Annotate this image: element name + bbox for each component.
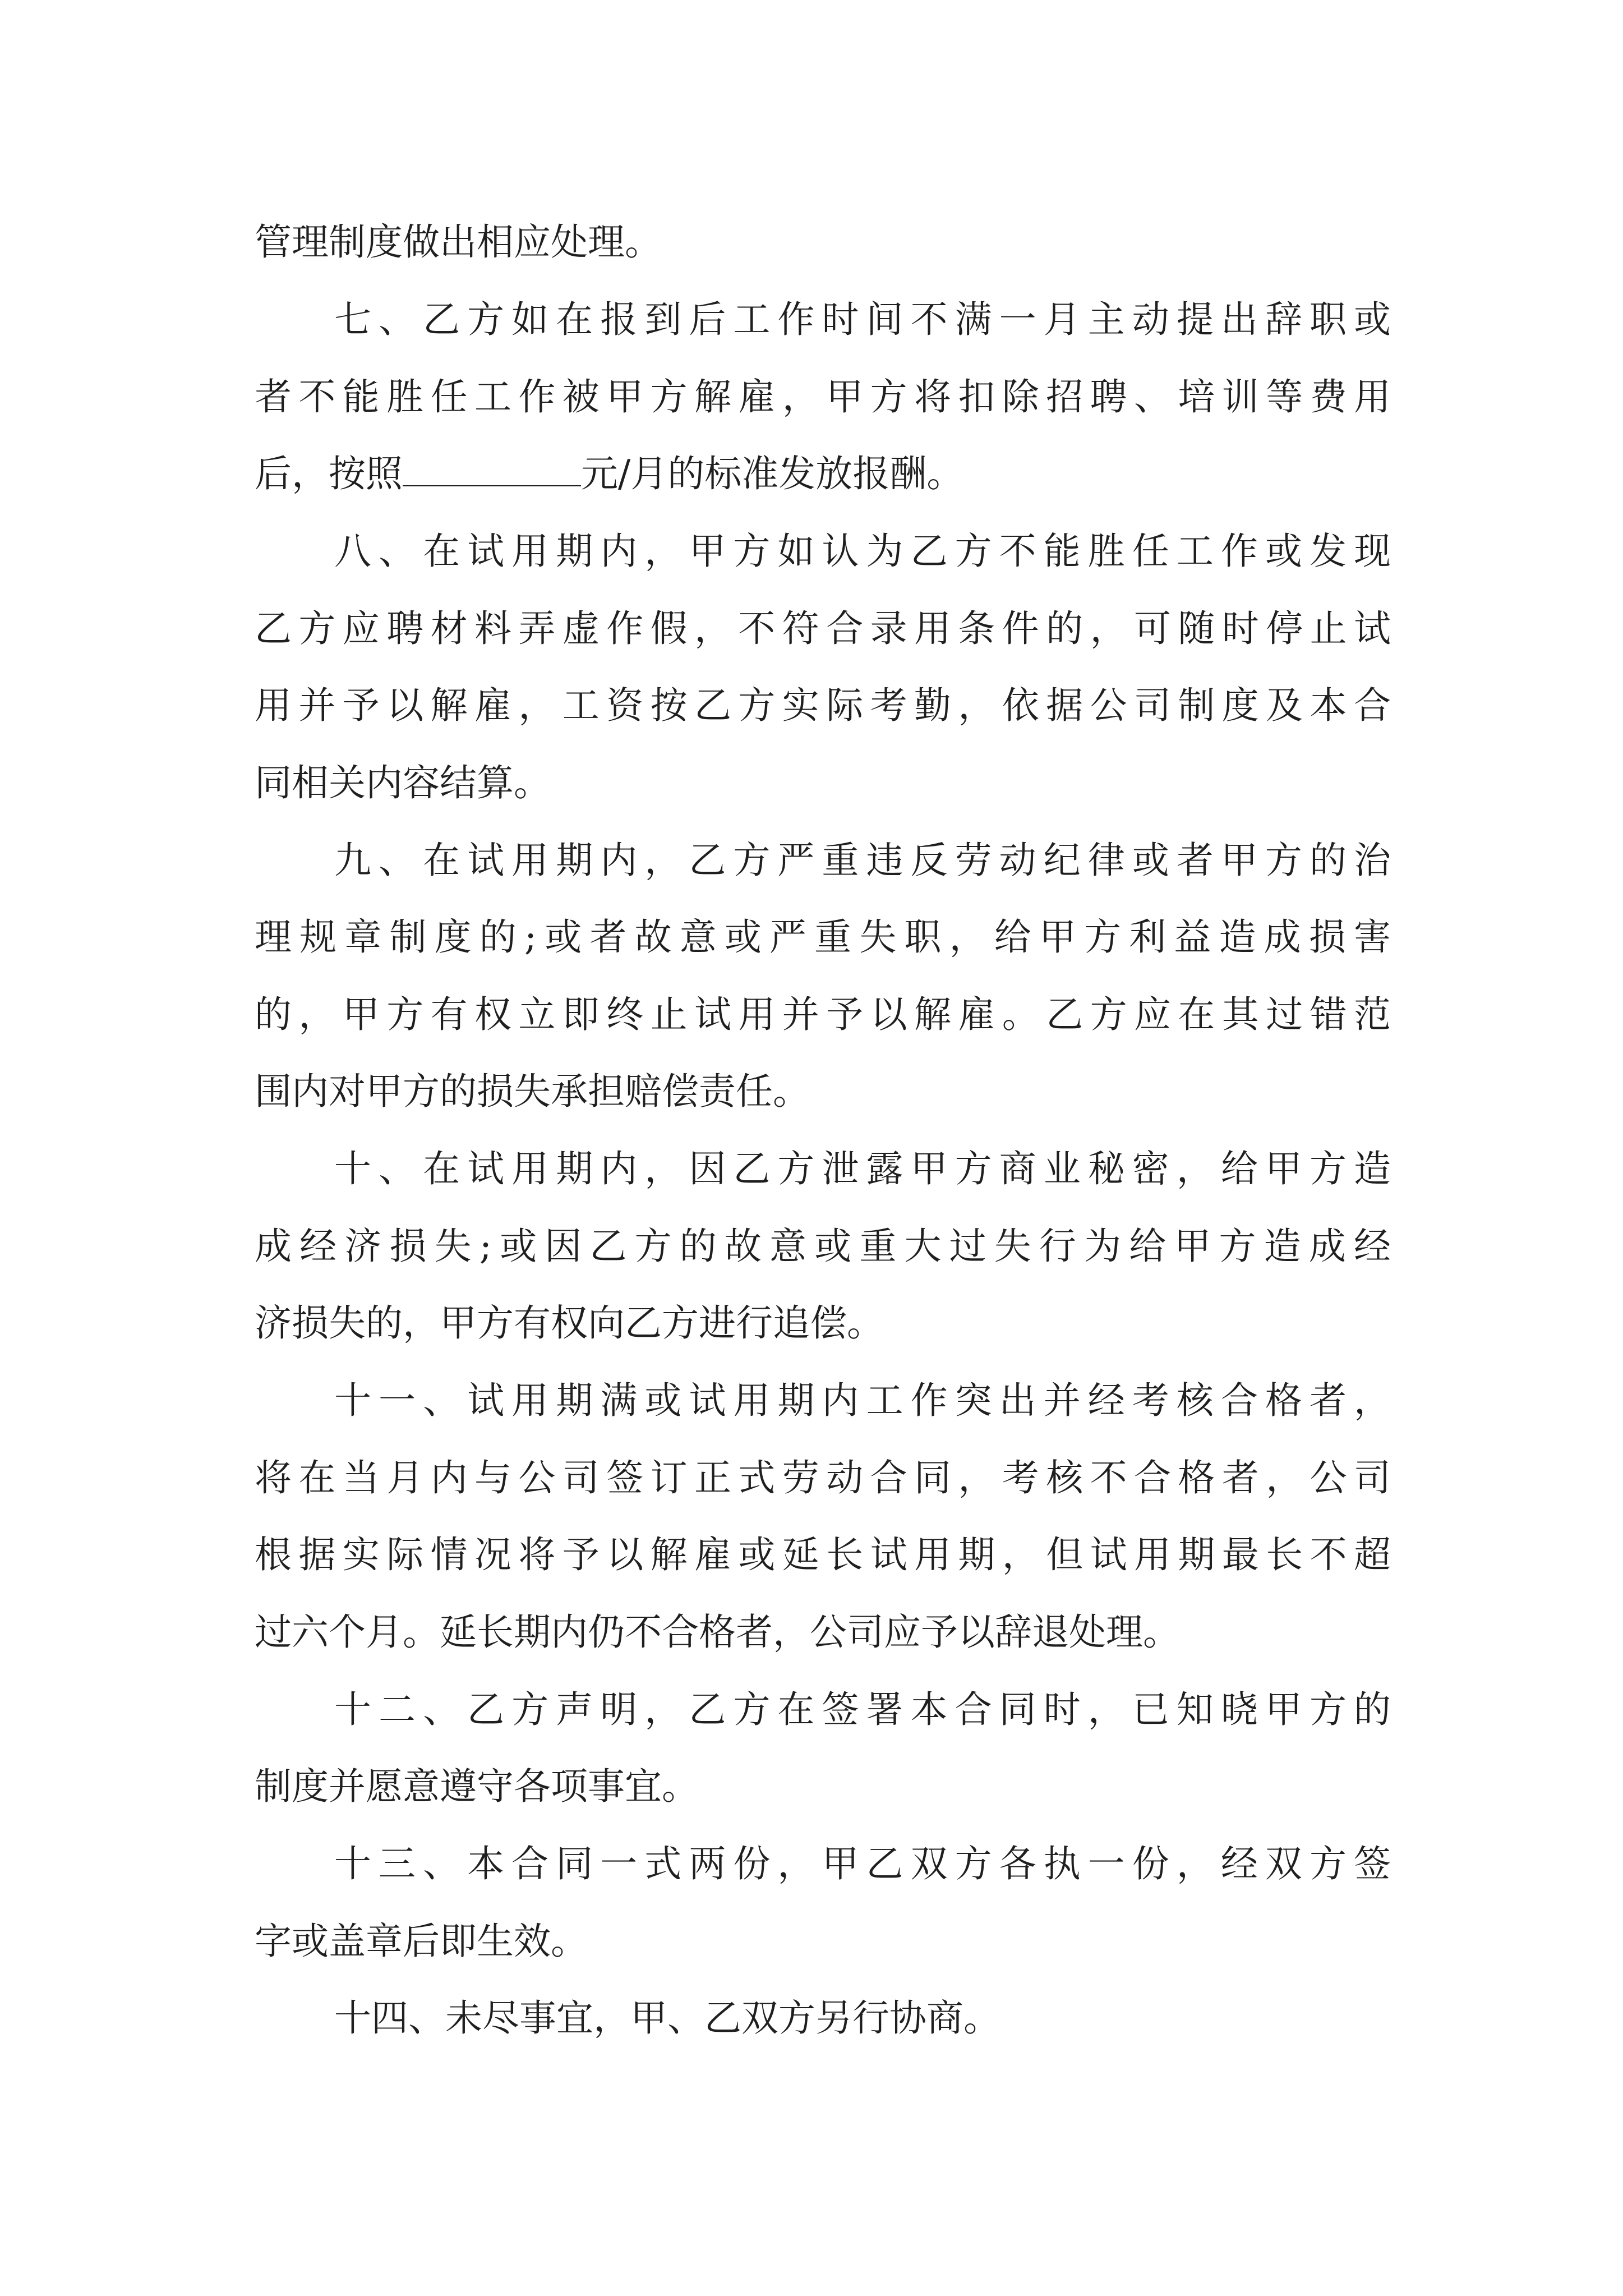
- text-line: 的，甲方有权立即终止试用并予以解雇。乙方应在其过错范: [255, 993, 1391, 1036]
- text-line: 成经济损失;或因乙方的故意或重大过失行为给甲方造成经: [255, 1225, 1391, 1268]
- text-line: 者不能胜任工作被甲方解雇，甲方将扣除招聘、培训等费用: [255, 375, 1391, 418]
- clause-11-line: 十一、试用期满或试用期内工作突出并经考核合格者，: [334, 1379, 1391, 1422]
- text-line: 将在当月内与公司签订正式劳动合同，考核不合格者，公司: [255, 1456, 1391, 1499]
- text-line: 过六个月。延长期内仍不合格者，公司应予以辞退处理。: [255, 1611, 1180, 1654]
- text-after-blank: 元/月的标准发放报酬。: [581, 452, 964, 495]
- clause-12-line: 十二、乙方声明，乙方在签署本合同时，已知晓甲方的: [334, 1688, 1391, 1731]
- text-line: 济损失的，甲方有权向乙方进行追偿。: [255, 1301, 884, 1345]
- text-line: 乙方应聘材料弄虚作假，不符合录用条件的，可随时停止试: [255, 607, 1391, 650]
- text-line: 围内对甲方的损失承担赔偿责任。: [255, 1070, 810, 1113]
- text-line: 根据实际情况将予以解雇或延长试用期，但试用期最长不超: [255, 1533, 1391, 1576]
- text-line: 理规章制度的;或者故意或严重失职，给甲方利益造成损害: [255, 915, 1391, 959]
- text-line: 同相关内容结算。: [255, 761, 551, 804]
- text-before-blank: 后，按照: [255, 452, 403, 495]
- salary-blank: [403, 454, 581, 486]
- clause-8-line: 八、在试用期内，甲方如认为乙方不能胜任工作或发现: [334, 530, 1391, 573]
- clause-10-line: 十、在试用期内，因乙方泄露甲方商业秘密，给甲方造: [334, 1147, 1391, 1190]
- clause-9-line: 九、在试用期内，乙方严重违反劳动纪律或者甲方的治: [334, 839, 1391, 882]
- text-line: 管理制度做出相应处理。: [255, 220, 662, 264]
- clause-13-line: 十三、本合同一式两份，甲乙双方各执一份，经双方签: [334, 1842, 1391, 1885]
- text-line: 字或盖章后即生效。: [255, 1920, 588, 1963]
- text-line: 用并予以解雇，工资按乙方实际考勤，依据公司制度及本合: [255, 684, 1391, 727]
- text-line: 制度并愿意遵守各项事宜。: [255, 1765, 699, 1808]
- text-line: [255, 440, 1391, 508]
- clause-7-line: 七、乙方如在报到后工作时间不满一月主动提出辞职或: [334, 298, 1391, 341]
- clause-14-line: 十四、未尽事宜，甲、乙双方另行协商。: [334, 1996, 1000, 2040]
